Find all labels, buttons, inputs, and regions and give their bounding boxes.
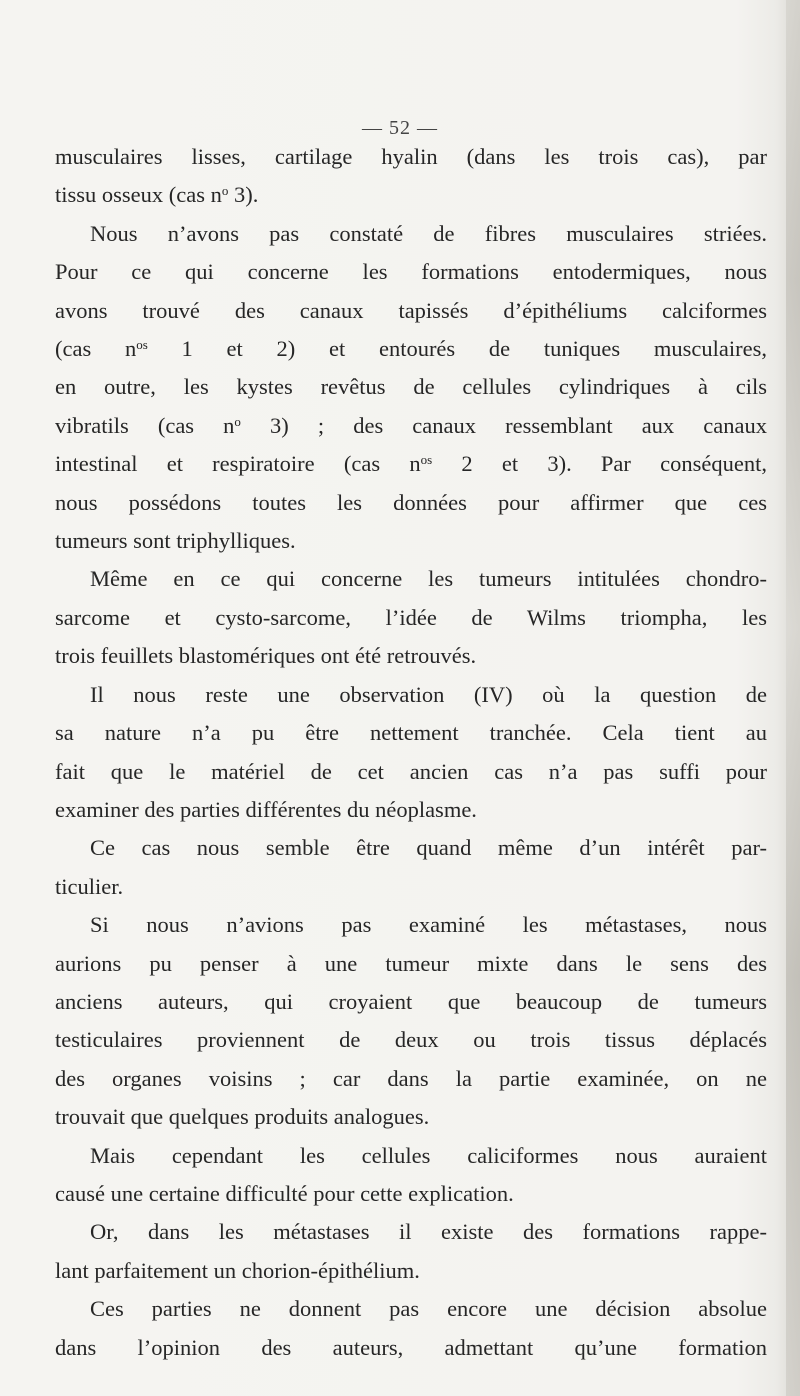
text-line: dans l’opinion des auteurs, admettant qu’une formation [55, 1334, 767, 1360]
body-text [55, 138, 767, 1367]
text-line: sa nature n’a pu être nettement tranchée. Cela tient au [55, 720, 767, 746]
text-line: Il nous reste une observation (IV) où la question de [90, 681, 767, 707]
text-line: intestinal et respiratoire (cas $n^{os}$ 2 et 3). Par conséquent, [55, 451, 767, 477]
text-line: Même en ce qui concerne les tumeurs intitulées chondro- [90, 566, 767, 592]
text-line: Ce cas nous semble être quand même d’un intérêt par- [90, 835, 767, 861]
text-line: Nous n’avons pas constaté de fibres musculaires striées. [90, 220, 767, 246]
text-line: fait que le matériel de cet ancien cas n’a pas suffi pour [55, 758, 767, 784]
text-line: tissu osseux (cas $n^o$ 3). [55, 182, 259, 208]
text-line: testiculaires proviennent de deux ou trois tissus déplacés [55, 1027, 767, 1053]
text-line: anciens auteurs, qui croyaient que beaucoup de tumeurs [55, 988, 767, 1014]
text-line: Pour ce qui concerne les formations entodermiques, nous [55, 259, 767, 285]
page-edge-shadow [786, 0, 800, 1396]
text-line: Si nous n’avions pas examiné les métastases, nous [90, 912, 767, 938]
text-line: aurions pu penser à une tumeur mixte dans le sens des [55, 950, 767, 976]
text-line: Ces parties ne donnent pas encore une décision absolue [90, 1296, 767, 1322]
text-line: Mais cependant les cellules caliciformes nous auraient [90, 1142, 767, 1168]
text-line: vibratils (cas $n^o$ 3) ; des canaux ressemblant aux canaux [55, 412, 767, 438]
text-line: Or, dans les métastases il existe des formations rappe- [90, 1219, 767, 1245]
text-line: trois feuillets blastomériques ont été retrouvés. [55, 643, 477, 669]
text-line: lant parfaitement un chorion-épithélium. [55, 1257, 420, 1283]
text-line: des organes voisins ; car dans la partie examinée, on ne [55, 1065, 767, 1091]
text-line: (cas $n^{os}$ 1 et 2) et entourés de tuniques musculaires, [55, 336, 767, 362]
text-line: causé une certaine difficulté pour cette explication. [55, 1180, 514, 1206]
text-line: examiner des parties différentes du néoplasme. [55, 796, 477, 822]
text-line: musculaires lisses, cartilage hyalin (dans les trois cas), par [55, 144, 767, 169]
text-line: ticulier. [55, 873, 124, 899]
text-line: nous possédons toutes les données pour affirmer que ces [55, 489, 767, 515]
text-line: trouvait que quelques produits analogues. [55, 1104, 430, 1130]
page-number: — 52 — [362, 117, 438, 139]
text-line: avons trouvé des canaux tapissés d’épithéliums calciformes [55, 297, 767, 323]
text-line: en outre, les kystes revêtus de cellules cylindriques à cils [55, 374, 767, 400]
text-line: sarcome et cysto-sarcome, l’idée de Wilms triompha, les [55, 604, 767, 630]
text-line: tumeurs sont triphylliques. [55, 528, 296, 554]
